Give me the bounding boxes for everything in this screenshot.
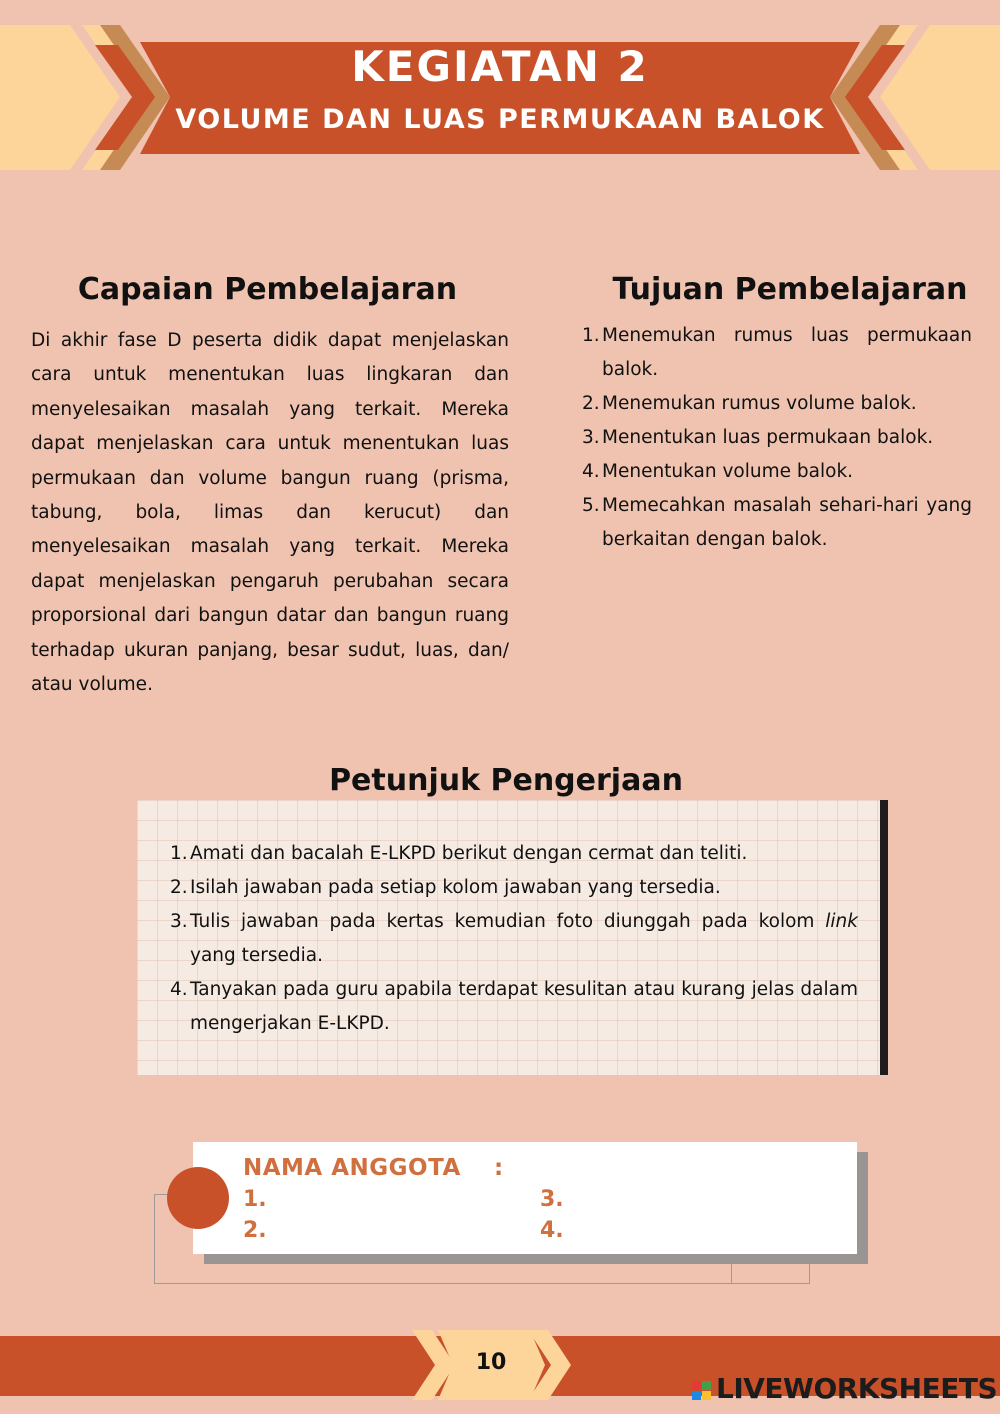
petunjuk-heading: Petunjuk Pengerjaan xyxy=(329,763,683,798)
list-item: 1. Amati dan bacalah E-LKPD berikut dengan cermat dan teliti. xyxy=(170,843,748,864)
member-slot-3[interactable]: 3. xyxy=(540,1187,564,1212)
page-number: 10 xyxy=(475,1350,507,1375)
petunjuk-list xyxy=(170,837,858,1041)
member-slot-4[interactable]: 4. xyxy=(540,1218,564,1243)
capaian-text: Di akhir fase D peserta didik dapat menjelaskan cara untuk menentukan luas lingkaran dan menyelesaikan masalah yang terkait. Mereka dapat menjelaskan cara untuk menentukan luas permukaan dan volume bangun ruang (prisma, tabung, bola, limas dan kerucut) dan menyelesaikan masalah yang terkait. Mereka dapat menjelaskan pengaruh perubahan secara proporsional dari bangun datar dan bangun ruang terhadap ukuran panjang, besar sudut, luas, dan/ atau volume. xyxy=(31,330,509,696)
list-item: 3. Menentukan luas permukaan balok. xyxy=(582,427,934,448)
tujuan-list xyxy=(582,319,972,557)
list-item: 2. Menemukan rumus volume balok. xyxy=(582,393,917,414)
tujuan-heading: Tujuan Pembelajaran xyxy=(612,272,968,307)
member-slot-1[interactable]: 1. xyxy=(243,1187,267,1212)
liveworksheets-brand[interactable]: LIVEWORKSHEETS xyxy=(716,1372,998,1405)
activity-title: KEGIATAN 2 xyxy=(351,42,649,91)
list-item: 5. Memecahkan masalah sehari-hari yang berkaitan dengan balok. xyxy=(582,495,972,550)
member-label: NAMA ANGGOTA xyxy=(243,1155,461,1181)
list-item: 4. Tanyakan pada guru apabila terdapat kesulitan atau kurang jelas dalam mengerjakan E-LKPD. xyxy=(170,979,858,1034)
list-item: 1. Menemukan rumus luas permukaan balok. xyxy=(582,325,972,380)
member-slot-2[interactable]: 2. xyxy=(243,1218,267,1243)
capaian-heading: Capaian Pembelajaran xyxy=(77,272,458,307)
list-item: 2. Isilah jawaban pada setiap kolom jawaban yang tersedia. xyxy=(170,877,721,898)
link-word: link xyxy=(825,911,858,932)
member-colon: : xyxy=(494,1155,504,1181)
liveworksheets-logo-icon xyxy=(690,1373,714,1407)
list-item: 3. Tulis jawaban pada kertas kemudian foto diunggah pada kolom link yang tersedia. xyxy=(170,911,858,966)
activity-subtitle: VOLUME DAN LUAS PERMUKAAN BALOK xyxy=(175,104,825,135)
list-item: 4. Menentukan volume balok. xyxy=(582,461,854,482)
member-circle-decoration xyxy=(167,1167,229,1229)
